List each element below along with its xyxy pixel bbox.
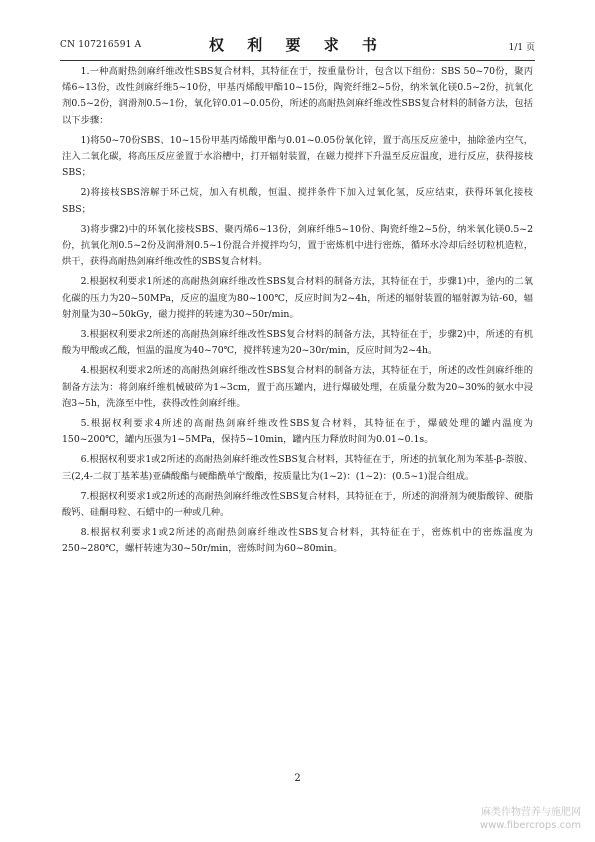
claim-1-step-2: 2)将接枝SBS溶解于环己烷，加入有机酸，恒温、搅拌条件下加入过氧化氢，反应结束，获得环氧化接枝SBS； bbox=[62, 187, 533, 215]
claim-3: 3.根据权利要求2所述的高耐热剑麻纤维改性SBS复合材料的制备方法，其特征在于，步骤2)中，所述的有机酸为甲酸或乙酸，恒温的温度为40~70℃，搅拌转速为20~30r/min，反应时间为2~4h。 bbox=[62, 329, 533, 357]
claim-2: 2.根据权利要求1所述的高耐热剑麻纤维改性SBS复合材料的制备方法，其特征在于，步骤1)中，釜内的二氧化碳的压力为20~50MPa，反应的温度为80~100℃，反应时间为2~4h，所述的辐射装置的辐射源为钴-60，辐射剂量为30~50kGy，磁力搅拌的转速为30~50r/min。 bbox=[62, 276, 533, 320]
page-count: 1/1 页 bbox=[508, 43, 535, 53]
document-title: 权 利 要 求 书 bbox=[209, 36, 386, 54]
site-watermark bbox=[480, 806, 581, 832]
claim-5: 5.根据权利要求4所述的高耐热剑麻纤维改性SBS复合材料，其特征在于，爆破处理的罐内温度为150~200℃，罐内压强为1~5MPa，保持5~10min，罐内压力释放时间为0.01~0.1s。 bbox=[62, 418, 533, 446]
watermark-site-name: 麻类作物营养与施肥网 bbox=[481, 807, 581, 818]
claim-4: 4.根据权利要求2所述的高耐热剑麻纤维改性SBS复合材料的制备方法，其特征在于，所述的改性剑麻纤维的制备方法为：将剑麻纤维机械破碎为1~3cm，置于高压罐内，进行爆破处理，在质量分数为20~30%的氨水中浸泡3~5h，洗涤至中性，获得改性剑麻纤维。 bbox=[62, 365, 533, 409]
claim-1: 1.一种高耐热剑麻纤维改性SBS复合材料，其特征在于，按重量份计，包含以下组份：SBS 50~70份，聚丙烯6~13份，改性剑麻纤维5~10份，甲基丙烯酸甲酯10~15份，陶瓷纤维2~5份，纳米氧化镁0.5~2份，抗氧化剂0.5~2份，润滑剂0.5~1份，氧化锌0.01~0.05份，所述的高耐热剑麻纤维改性SBS复合材料的制备方法，包括以下步骤： bbox=[62, 66, 533, 126]
claim-7: 7.根据权利要求1或2所述的高耐热剑麻纤维改性SBS复合材料，其特征在于，所述的润滑剂为硬脂酸锌、硬脂酸钙、硅酮母粒、石蜡中的一种或几种。 bbox=[62, 490, 533, 519]
claim-6: 6.根据权利要求1或2所述的高耐热剑麻纤维改性SBS复合材料，其特征在于，所述的抗氧化剂为苯基-β-萘胺、三(2,4-二叔丁基苯基)亚磷酸酯与硬酯酰单宁酸酯，按质量比为(1~2)：(1~2)：(0.5~1)混合组成。 bbox=[62, 454, 533, 482]
page-number: 2 bbox=[294, 773, 301, 784]
watermark-site-url: www.fibercrops.com bbox=[479, 820, 581, 831]
claims-body bbox=[62, 64, 533, 562]
publication-number: CN 107216591 A bbox=[60, 40, 142, 50]
header-rule bbox=[60, 60, 535, 61]
document-header bbox=[60, 34, 535, 58]
claim-1-step-1: 1)将50~70份SBS、10~15份甲基丙烯酸甲酯与0.01~0.05份氧化锌，置于高压反应釜中，抽除釜内空气，注入二氧化碳，将高压反应釜置于水浴槽中，打开辐射装置，在磁力搅拌下升温至反应温度，进行反应，获得接枝SBS； bbox=[62, 134, 533, 179]
claim-8: 8.根据权利要求1或2所述的高耐热剑麻纤维改性SBS复合材料，其特征在于，密炼机中的密炼温度为250~280℃，螺杆转速为30~50r/min，密炼时间为60~80min。 bbox=[62, 527, 533, 555]
claim-1-step-3: 3)将步骤2)中的环氧化接枝SBS、聚丙烯6~13份，剑麻纤维5~10份、陶瓷纤维2~5份，纳米氧化镁0.5~2份，抗氧化剂0.5~2份及润滑剂0.5~1份混合并搅拌均匀，置于密炼机中进行密炼，循环水冷却后经切粒机造粒，烘干，获得高耐热剑麻纤维改性的SBS复合材料。 bbox=[62, 223, 533, 268]
